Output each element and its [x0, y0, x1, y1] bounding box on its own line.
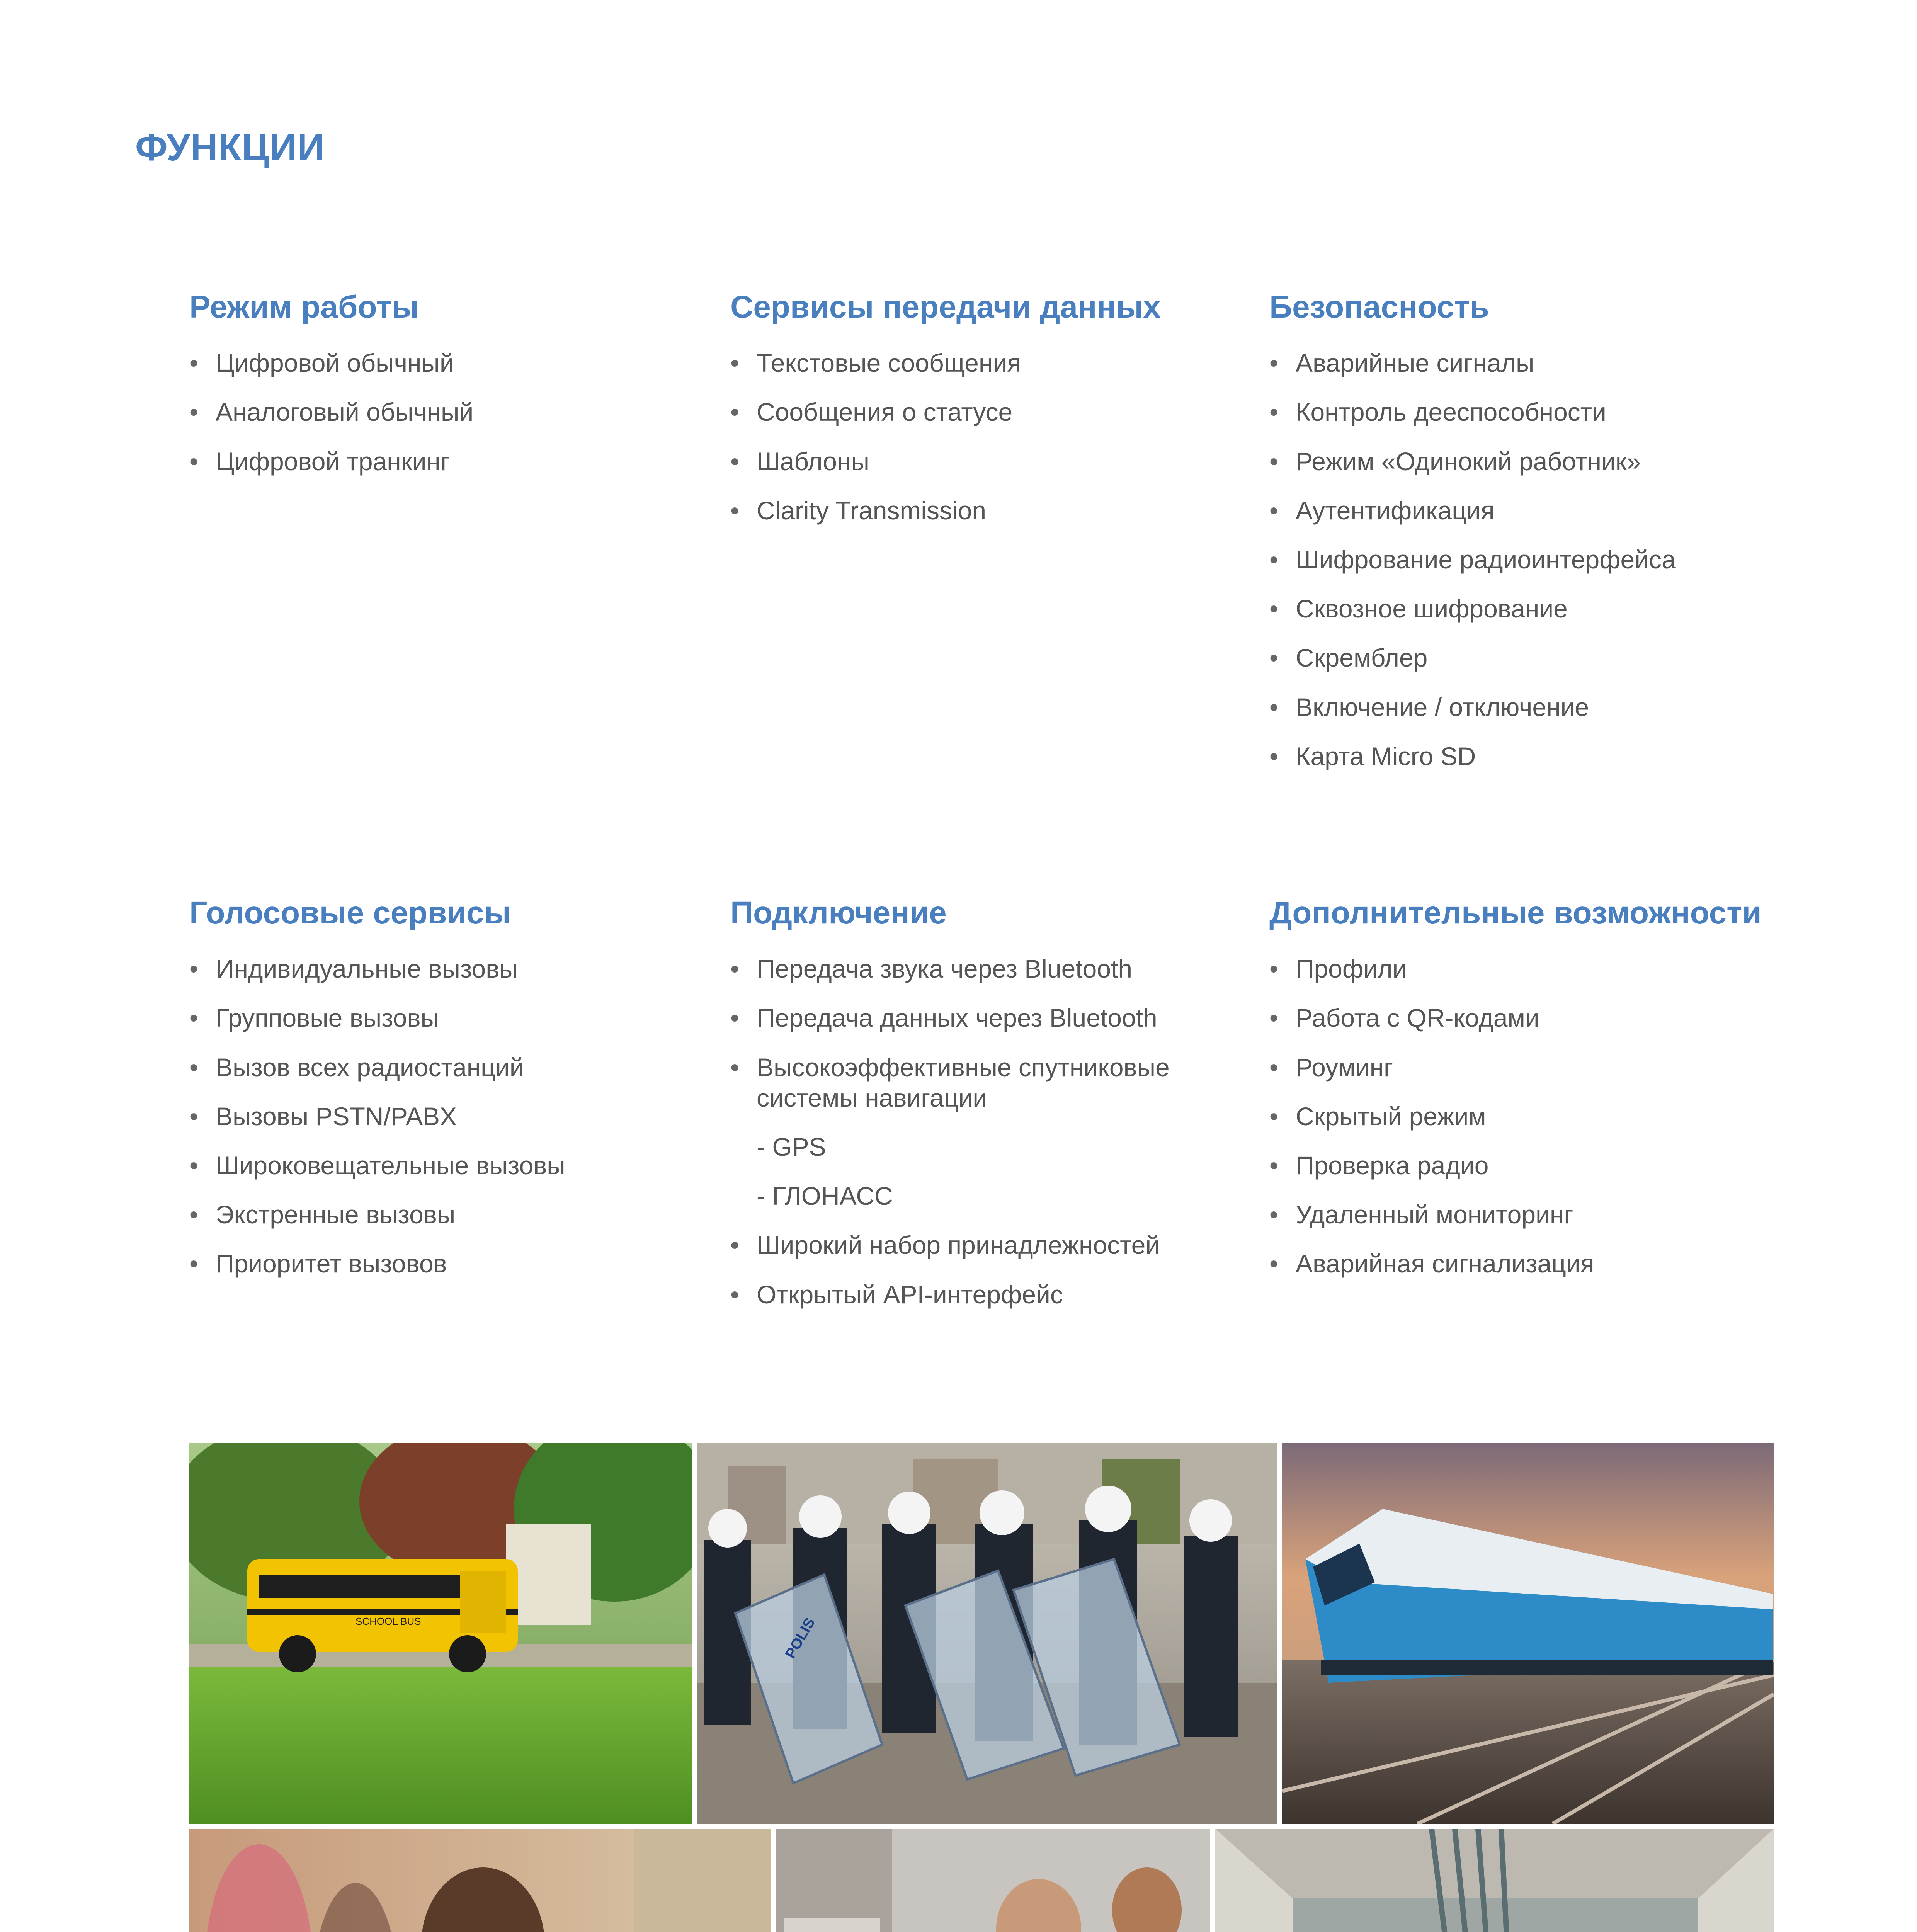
section-data-services	[730, 290, 1233, 544]
security-guard-photo	[189, 1829, 771, 1932]
section-connectivity	[730, 896, 1225, 1328]
list-item: • Шаблоны	[730, 446, 1233, 477]
list-item: • Аварийная сигнализация	[1269, 1248, 1810, 1279]
list-item: • Цифровой обычный	[189, 348, 692, 378]
list-item: • Карта Micro SD	[1269, 741, 1772, 772]
list-item: • Аутентификация	[1269, 495, 1772, 526]
riot-police-photo	[697, 1443, 1277, 1824]
list-item: • Шифрование радиоинтерфейса	[1269, 544, 1772, 575]
section-voice-services	[189, 896, 692, 1298]
section-security	[1269, 290, 1772, 790]
list-item: • Сквозное шифрование	[1269, 594, 1772, 624]
list-item: • Вызов всех радиостанций	[189, 1052, 692, 1083]
section-additional-features	[1269, 896, 1810, 1298]
list-item: • Передача данных через Bluetooth	[730, 1003, 1225, 1033]
list-item: • Скремблер	[1269, 643, 1772, 673]
list-item: • Текстовые сообщения	[730, 348, 1233, 378]
police-shield-label: POLIS	[782, 1615, 818, 1662]
school-bus-photo	[189, 1443, 692, 1824]
list-item: • Групповые вызовы	[189, 1003, 692, 1033]
elevator-shaft-photo	[1215, 1829, 1774, 1932]
list-item: • Проверка радио	[1269, 1150, 1810, 1181]
list-item: • Широкий набор принадлежностей	[730, 1230, 1225, 1260]
page-title: ФУНКЦИИ	[135, 126, 325, 168]
section-title: Дополнительные возможности	[1269, 895, 1762, 930]
list-item: • Широковещательные вызовы	[189, 1150, 692, 1181]
list-item: • Аварийные сигналы	[1269, 348, 1772, 378]
section-title: Подключение	[730, 895, 947, 930]
list-item: • Скрытый режим	[1269, 1101, 1810, 1132]
list-item: • Передача звука через Bluetooth	[730, 954, 1225, 984]
list-item: • Высокоэффективные спутниковые системы навигации	[730, 1052, 1201, 1113]
section-title: Режим работы	[189, 289, 419, 325]
list-item: • Аналоговый обычный	[189, 397, 692, 427]
list-subitem: - ГЛОНАСС	[757, 1182, 893, 1211]
bus-label: SCHOOL BUS	[356, 1616, 421, 1627]
list-item: • Индивидуальные вызовы	[189, 954, 692, 984]
list-item: • Режим «Одинокий работник»	[1269, 446, 1772, 477]
section-operating-mode	[189, 290, 692, 495]
train-photo	[1282, 1443, 1774, 1824]
list-item: • Приоритет вызовов	[189, 1248, 692, 1279]
list-subitem: - GPS	[757, 1132, 826, 1161]
list-item: • Контроль дееспособности	[1269, 397, 1772, 427]
list-item: • Цифровой транкинг	[189, 446, 692, 477]
list-item: • Профили	[1269, 954, 1810, 984]
list-item: • Включение / отключение	[1269, 692, 1772, 723]
list-item: • Роуминг	[1269, 1052, 1810, 1083]
list-item: • Сообщения о статусе	[730, 397, 1233, 427]
section-title: Сервисы передачи данных	[730, 289, 1161, 325]
section-title: Безопасность	[1269, 289, 1489, 325]
event-staff-photo	[776, 1829, 1210, 1932]
list-item: • Работа с QR-кодами	[1269, 1003, 1810, 1033]
list-item: • Clarity Transmission	[730, 495, 1233, 526]
list-item: • Экстренные вызовы	[189, 1199, 692, 1230]
list-item: • Вызовы PSTN/PABX	[189, 1101, 692, 1132]
list-item: • Открытый API-интерфейс	[730, 1279, 1225, 1310]
list-item: • Удаленный мониторинг	[1269, 1199, 1810, 1230]
section-title: Голосовые сервисы	[189, 895, 511, 930]
